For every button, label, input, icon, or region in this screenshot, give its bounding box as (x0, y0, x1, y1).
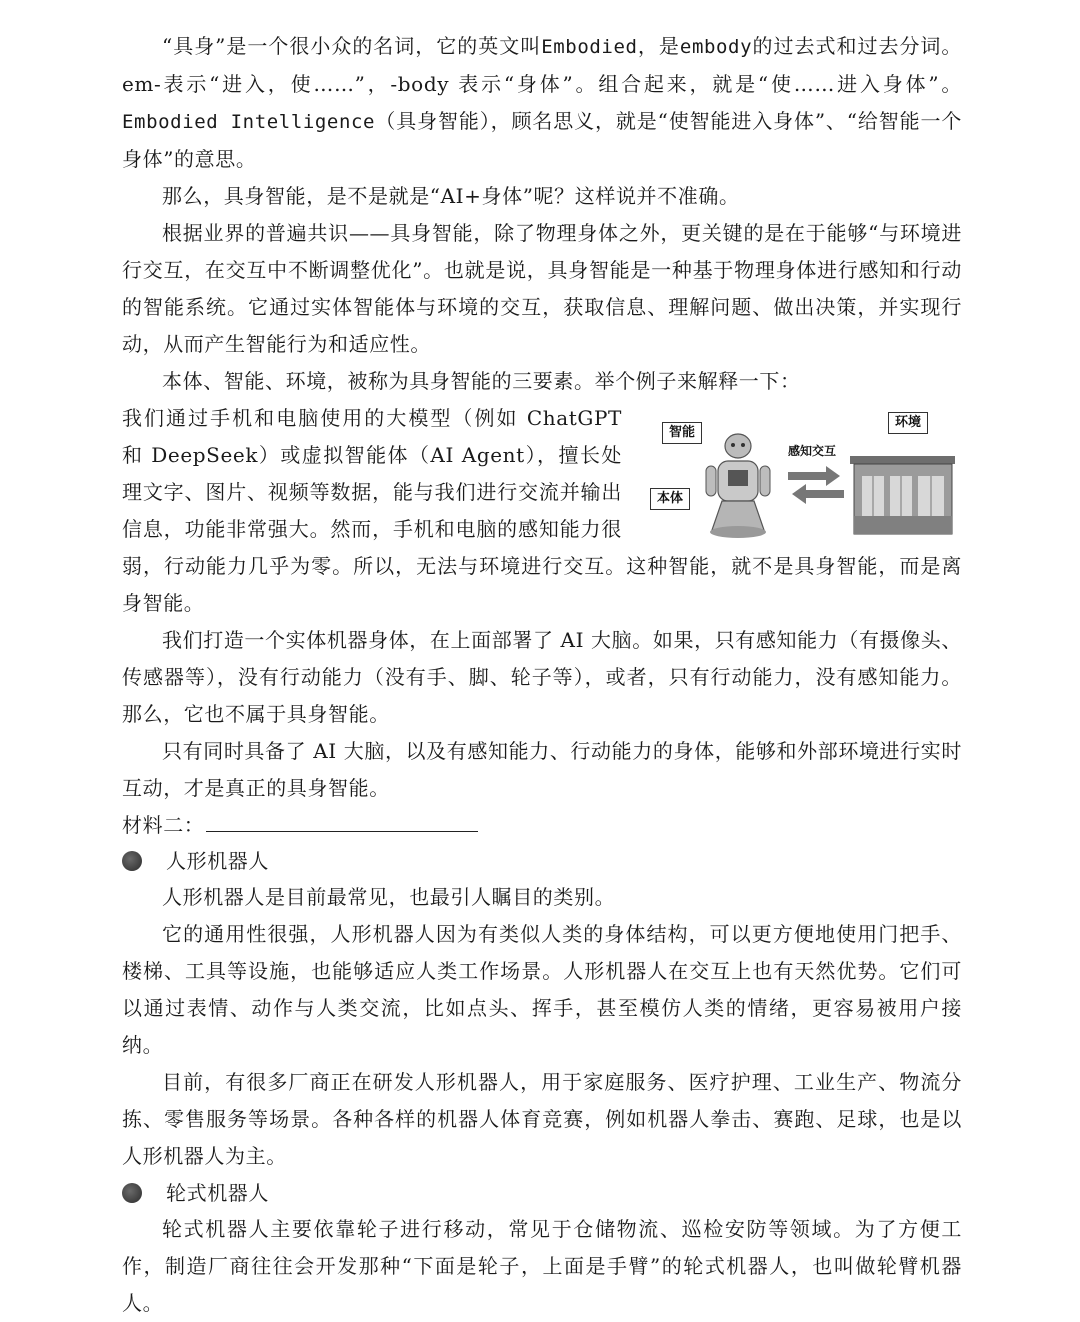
document-page (122, 28, 962, 1322)
label-interaction: 感知交互 (788, 444, 837, 458)
label-environment: 环境 (888, 412, 928, 434)
paragraph-consensus: 根据业界的普遍共识——具身智能，除了物理身体之外，更关键的是在于能够“与环境进行交互，在交互中不断调整优化”。也就是说，具身智能是一种基于物理身体进行感知和行动的智能系统。它通过实体智能体与环境的交互，获取信息、理解问题、做出决策，并实现行动，从而产生智能行为和适应性。 (122, 221, 962, 356)
text: “具身”是一个很小众的名词，它的英文叫 (162, 34, 542, 58)
bullet-icon (122, 1183, 142, 1203)
text: ，是 (637, 34, 680, 58)
paragraph-definition (122, 28, 962, 178)
answer-blank[interactable] (206, 813, 478, 832)
label-body: 本体 (650, 488, 690, 510)
interaction-arrows-icon (788, 466, 844, 504)
building-icon (850, 456, 955, 534)
text: 的过去式和过去分词。 (752, 34, 963, 58)
paragraph-humanoid-intro: 人形机器人是目前最常见，也最引人瞩目的类别。 (162, 885, 616, 909)
text: em-表示“进入，使……”，-body 表示“身体”。组合起来，就是“使……进入身体”。 (122, 72, 962, 96)
term-embodied-intelligence: Embodied Intelligence (122, 111, 376, 133)
paragraph-wheeled-intro: 轮式机器人主要依靠轮子进行移动，常见于仓储物流、巡检安防等领域。为了方便工作，制造厂商往往会开发那种“下面是轮子，上面是手臂”的轮式机器人，也叫做轮臂机器人。 (122, 1217, 962, 1315)
section-humanoid-title (122, 843, 962, 879)
paragraph-humanoid-uses: 目前，有很多厂商正在研发人形机器人，用于家庭服务、医疗护理、工业生产、物流分拣、零售服务等场景。各种各样的机器人体育竞赛，例如机器人拳击、赛跑、足球，也是以人形机器人为主。 (122, 1070, 962, 1168)
paragraph-ai-brain: 我们打造一个实体机器身体，在上面部署了 AI 大脑。如果，只有感知能力（有摄像头、传感器等），没有行动能力（没有手、脚、轮子等），或者，只有行动能力，没有感知能力。那么，它也不属于具身智能。 (122, 628, 962, 726)
paragraph-question: 那么，具身智能，是不是就是“AI+身体”呢？这样说并不准确。 (162, 184, 740, 208)
paragraph-example: 我们通过手机和电脑使用的大模型（例如 ChatGPT 和 DeepSeek）或虚拟智能体（AI Agent），擅长处理文字、图片、视频等数据，能与我们进行交流并输出信息，功能非常强大。然而，手机和电脑的感知能力很弱，行动能力几乎为零。所以，无法与环境进行交互。这种智能，就不是具身智能，而是离身智能。 (122, 406, 962, 615)
heading-text: 材料二： (122, 813, 205, 837)
paragraph-three-elements: 本体、智能、环境，被称为具身智能的三要素。举个例子来解释一下： (162, 369, 801, 393)
material-two-heading (122, 807, 962, 843)
paragraph-humanoid-versatility: 它的通用性很强，人形机器人因为有类似人类的身体结构，可以更方便地使用门把手、楼梯、工具等设施，也能够适应人类工作场景。人形机器人在交互上也有天然优势。它们可以通过表情、动作与人类交流，比如点头、挥手，甚至模仿人类的情绪，更容易被用户接纳。 (122, 922, 962, 1057)
section-title-text: 人形机器人 (166, 849, 269, 873)
example-block (122, 400, 962, 622)
text: （具身智能），顾名思义，就是“使智能进入身体”、“给智能一个身体”的意思。 (122, 109, 962, 171)
label-intelligence: 智能 (662, 422, 702, 444)
section-title-text: 轮式机器人 (166, 1181, 269, 1205)
bullet-icon (122, 851, 142, 871)
paragraph-conclusion: 只有同时具备了 AI 大脑，以及有感知能力、行动能力的身体，能够和外部环境进行实时互动，才是真正的具身智能。 (122, 739, 962, 800)
embodied-elements-figure (640, 406, 962, 546)
term-embody: embody (679, 36, 753, 58)
robot-icon (706, 434, 770, 538)
section-wheeled-title (122, 1175, 962, 1211)
term-embodied: Embodied (541, 36, 638, 58)
